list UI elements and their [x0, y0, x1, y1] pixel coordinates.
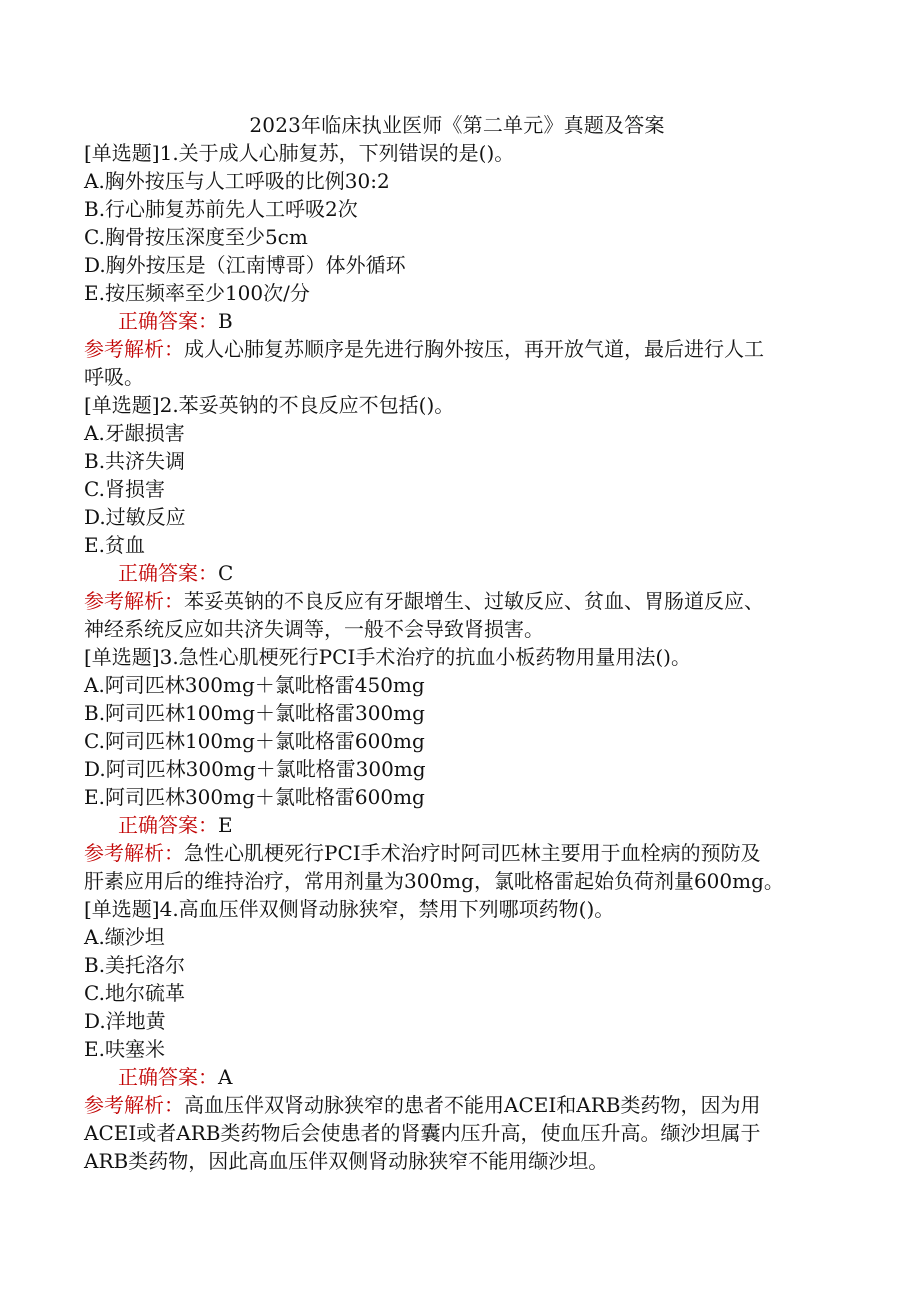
- answer-label: 正确答案：: [118, 561, 218, 585]
- option-a: A.缬沙坦: [84, 925, 165, 949]
- option-e: E.按压频率至少100次/分: [84, 281, 310, 305]
- analysis-text: 高血压伴双肾动脉狭窄的患者不能用ACEI和ARB类药物，因为用: [184, 1093, 761, 1117]
- document-title: 2023年临床执业医师《第二单元》真题及答案: [249, 113, 665, 137]
- option-d: D.阿司匹林300mg＋氯吡格雷300mg: [84, 757, 426, 781]
- analysis-line: ARB类药物，因此高血压伴双侧肾动脉狭窄不能用缬沙坦。: [84, 1149, 609, 1173]
- analysis-label: 参考解析：: [84, 589, 184, 613]
- correct-answer: [84, 307, 830, 335]
- answer-label: 正确答案：: [118, 309, 218, 333]
- reference-analysis: [84, 587, 830, 643]
- option-b: B.阿司匹林100mg＋氯吡格雷300mg: [84, 701, 425, 725]
- reference-analysis: [84, 1091, 830, 1175]
- analysis-line: [84, 587, 830, 615]
- answer-value: A: [218, 1065, 233, 1089]
- question-stem: [单选题]3.急性心肌梗死行PCI手术治疗的抗血小板药物用量用法()。: [84, 645, 691, 669]
- analysis-line: [84, 839, 830, 867]
- option-b: B.共济失调: [84, 449, 186, 473]
- option-b: B.行心肺复苏前先人工呼吸2次: [84, 197, 358, 221]
- option-c: C.肾损害: [84, 477, 165, 501]
- option-d: D.胸外按压是（江南博哥）体外循环: [84, 253, 406, 277]
- answer-label: 正确答案：: [118, 1065, 218, 1089]
- question-2: [84, 391, 830, 643]
- option-c: C.地尔硫革: [84, 981, 185, 1005]
- option-d: D.洋地黄: [84, 1009, 166, 1033]
- correct-answer: [84, 1063, 830, 1091]
- option-b: B.美托洛尔: [84, 953, 186, 977]
- answer-value: C: [218, 561, 234, 585]
- question-4: [84, 895, 830, 1175]
- analysis-label: 参考解析：: [84, 1093, 184, 1117]
- option-c: C.阿司匹林100mg＋氯吡格雷600mg: [84, 729, 425, 753]
- analysis-line: 神经系统反应如共济失调等，一般不会导致肾损害。: [84, 617, 544, 641]
- analysis-label: 参考解析：: [84, 841, 184, 865]
- analysis-text: 急性心肌梗死行PCI手术治疗时阿司匹林主要用于血栓病的预防及: [184, 841, 761, 865]
- option-e: E.贫血: [84, 533, 145, 557]
- analysis-text: 苯妥英钠的不良反应有牙龈增生、过敏反应、贫血、胃肠道反应、: [184, 589, 764, 613]
- reference-analysis: [84, 335, 830, 391]
- analysis-line: [84, 1091, 830, 1119]
- option-d: D.过敏反应: [84, 505, 186, 529]
- option-a: A.牙龈损害: [84, 421, 185, 445]
- answer-value: B: [218, 309, 233, 333]
- question-stem: [单选题]2.苯妥英钠的不良反应不包括()。: [84, 393, 455, 417]
- question-1: [84, 139, 830, 391]
- analysis-label: 参考解析：: [84, 337, 184, 361]
- question-stem: [单选题]1.关于成人心肺复苏，下列错误的是()。: [84, 141, 515, 165]
- analysis-line: 肝素应用后的维持治疗，常用剂量为300mg，氯吡格雷起始负荷剂量600mg。: [84, 869, 784, 893]
- correct-answer: [84, 811, 830, 839]
- analysis-text: 成人心肺复苏顺序是先进行胸外按压，再开放气道，最后进行人工: [184, 337, 764, 361]
- option-a: A.胸外按压与人工呼吸的比例30:2: [84, 169, 390, 193]
- option-e: E.阿司匹林300mg＋氯吡格雷600mg: [84, 785, 425, 809]
- question-stem: [单选题]4.高血压伴双侧肾动脉狭窄，禁用下列哪项药物()。: [84, 897, 615, 921]
- option-a: A.阿司匹林300mg＋氯吡格雷450mg: [84, 673, 425, 697]
- correct-answer: [84, 559, 830, 587]
- analysis-line: 呼吸。: [84, 365, 144, 389]
- answer-value: E: [218, 813, 233, 837]
- option-c: C.胸骨按压深度至少5cm: [84, 225, 308, 249]
- reference-analysis: [84, 839, 830, 895]
- question-3: [84, 643, 830, 895]
- analysis-line: [84, 335, 830, 363]
- answer-label: 正确答案：: [118, 813, 218, 837]
- analysis-line: ACEI或者ARB类药物后会使患者的肾囊内压升高，使血压升高。缬沙坦属于: [84, 1121, 761, 1145]
- option-e: E.呋塞米: [84, 1037, 165, 1061]
